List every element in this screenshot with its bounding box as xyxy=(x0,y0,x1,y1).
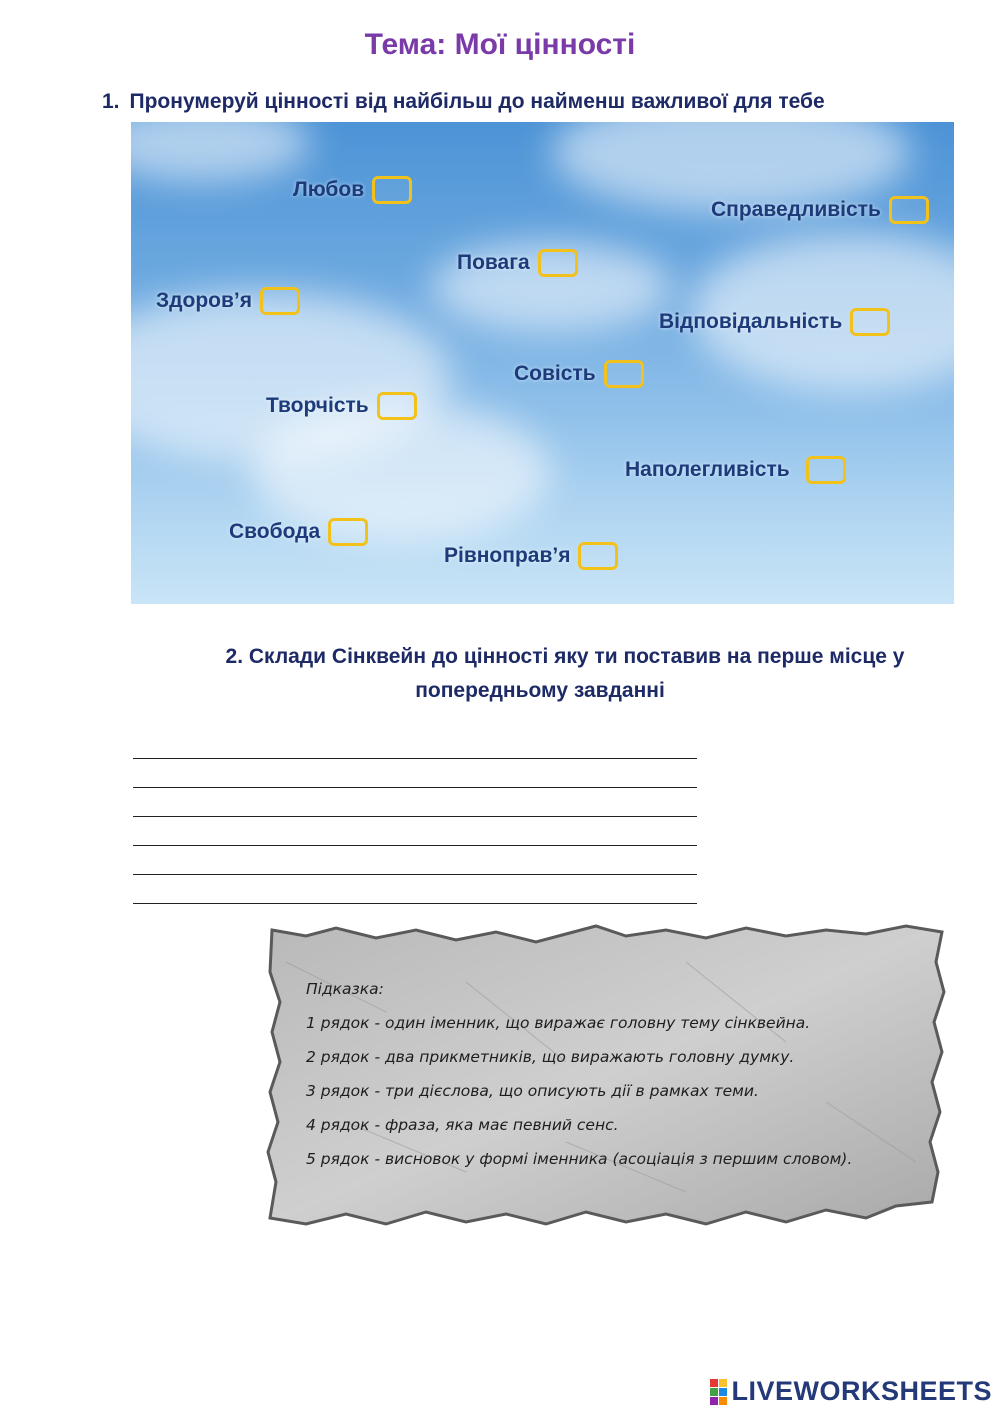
value-label: Рівноправ’я xyxy=(444,544,571,567)
page-title: Тема: Мої цінності xyxy=(364,28,636,61)
rank-input-box[interactable] xyxy=(377,392,417,420)
value-label: Свобода xyxy=(229,520,321,543)
task2-line1: 2. Склади Сінквейн до цінності яку ти поставив на перше місце у xyxy=(225,645,905,668)
hint-line: 3 рядок - три дієслова, що описують дії в рамках теми. xyxy=(306,1082,759,1100)
value-label: Творчість xyxy=(266,394,369,417)
value-equality xyxy=(444,542,618,570)
value-justice xyxy=(711,196,929,224)
value-label: Наполегливість xyxy=(625,458,790,481)
rank-input-box[interactable] xyxy=(260,287,300,315)
task2-instruction xyxy=(110,640,970,708)
rank-input-box[interactable] xyxy=(372,176,412,204)
rank-input-box[interactable] xyxy=(538,249,578,277)
answer-line[interactable] xyxy=(133,875,697,904)
hint-line: 1 рядок - один іменник, що виражає головну тему сінквейна. xyxy=(306,1014,811,1032)
rank-input-box[interactable] xyxy=(806,456,846,484)
logo-text: LIVEWORKSHEETS xyxy=(731,1376,992,1406)
answer-line[interactable] xyxy=(133,730,697,759)
rank-input-box[interactable] xyxy=(889,196,929,224)
rank-input-box[interactable] xyxy=(850,308,890,336)
value-responsibility xyxy=(659,308,890,336)
value-label: Здоров’я xyxy=(156,289,252,312)
value-persistence xyxy=(625,456,846,484)
hint-paper xyxy=(266,922,946,1228)
value-respect xyxy=(457,249,578,277)
hint-line: 4 рядок - фраза, яка має певний сенс. xyxy=(306,1116,619,1134)
value-label: Відповідальність xyxy=(659,310,843,333)
value-label: Любов xyxy=(293,178,365,201)
answer-lines xyxy=(133,730,697,904)
liveworksheets-logo xyxy=(710,1376,992,1407)
value-label: Справедливість xyxy=(711,198,881,221)
task2-line2: попередньому завданні xyxy=(415,679,665,702)
answer-line[interactable] xyxy=(133,788,697,817)
rank-input-box[interactable] xyxy=(328,518,368,546)
value-label: Повага xyxy=(457,251,530,274)
task1-text: Пронумеруй цінності від найбільш до найменш важливої для тебе xyxy=(129,90,825,113)
value-love xyxy=(293,176,412,204)
hint-heading: Підказка: xyxy=(306,980,384,998)
rank-input-box[interactable] xyxy=(604,360,644,388)
hint-line: 2 рядок - два прикметників, що виражають головну думку. xyxy=(306,1048,795,1066)
value-conscience xyxy=(514,360,644,388)
hint-line: 5 рядок - висновок у формі іменника (асоціація з першим словом). xyxy=(306,1150,853,1168)
answer-line[interactable] xyxy=(133,759,697,788)
answer-line[interactable] xyxy=(133,846,697,875)
sky-image-area xyxy=(131,122,954,604)
answer-line[interactable] xyxy=(133,817,697,846)
value-freedom xyxy=(229,518,368,546)
task1-number: 1. xyxy=(102,90,120,113)
value-health xyxy=(156,287,300,315)
value-creativity xyxy=(266,392,417,420)
logo-icon xyxy=(710,1379,727,1405)
hint-text-block xyxy=(306,972,852,1176)
value-label: Совість xyxy=(514,362,596,385)
task1-instruction xyxy=(102,90,825,114)
rank-input-box[interactable] xyxy=(578,542,618,570)
